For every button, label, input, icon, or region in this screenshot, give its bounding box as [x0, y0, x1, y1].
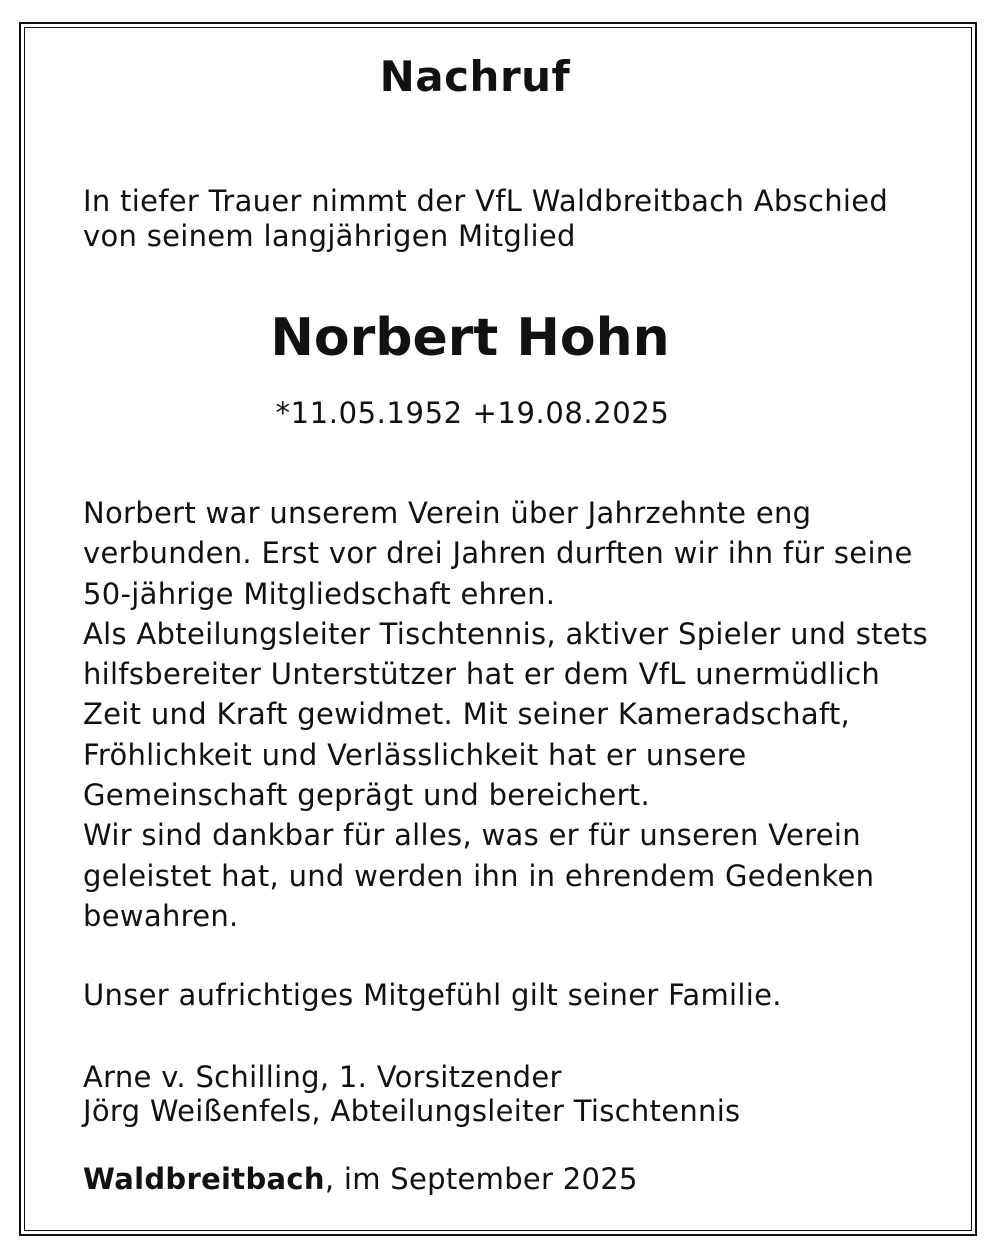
tribute-line: Zeit und Kraft gewidmet. Mit seiner Kameradschaft, — [83, 697, 851, 732]
tribute-line: hilfsbereiter Unterstützer hat er dem VfL unermüdlich — [83, 657, 881, 692]
deceased-name: Norbert Hohn — [270, 308, 670, 368]
signers — [83, 1060, 740, 1128]
intro-text — [83, 184, 888, 254]
intro-line: von seinem langjährigen Mitglied — [83, 219, 576, 253]
place-date-line — [83, 1162, 638, 1196]
tribute-line: Gemeinschaft geprägt und bereichert. — [83, 778, 650, 813]
signer-line: Arne v. Schilling, 1. Vorsitzender — [83, 1060, 562, 1094]
place-name: Waldbreitbach — [83, 1162, 325, 1196]
condolence-text: Unser aufrichtiges Mitgefühl gilt seiner Familie. — [83, 978, 782, 1012]
date-text: , im September 2025 — [324, 1162, 638, 1196]
intro-line: In tiefer Trauer nimmt der VfL Waldbreitbach Abschied — [83, 184, 889, 218]
tribute-line: bewahren. — [83, 898, 239, 933]
life-dates: *11.05.1952 +19.08.2025 — [275, 396, 670, 430]
tribute-line: Fröhlichkeit und Verlässlichkeit hat er unsere — [83, 737, 747, 772]
tribute-line: geleistet hat, und werden ihn in ehrendem Gedenken — [83, 858, 875, 893]
tribute-line: Als Abteilungsleiter Tischtennis, aktiver Spieler und stets — [83, 616, 929, 651]
tribute-line: 50-jährige Mitgliedschaft ehren. — [83, 576, 556, 611]
tribute-line: Wir sind dankbar für alles, was er für unseren Verein — [83, 818, 861, 853]
tribute-text — [83, 493, 928, 936]
tribute-line: verbunden. Erst vor drei Jahren durften wir ihn für seine — [83, 536, 913, 571]
page-title: Nachruf — [379, 52, 571, 101]
signer-line: Jörg Weißenfels, Abteilungsleiter Tischtennis — [83, 1094, 741, 1128]
tribute-line: Norbert war unserem Verein über Jahrzehnte eng — [83, 496, 812, 530]
